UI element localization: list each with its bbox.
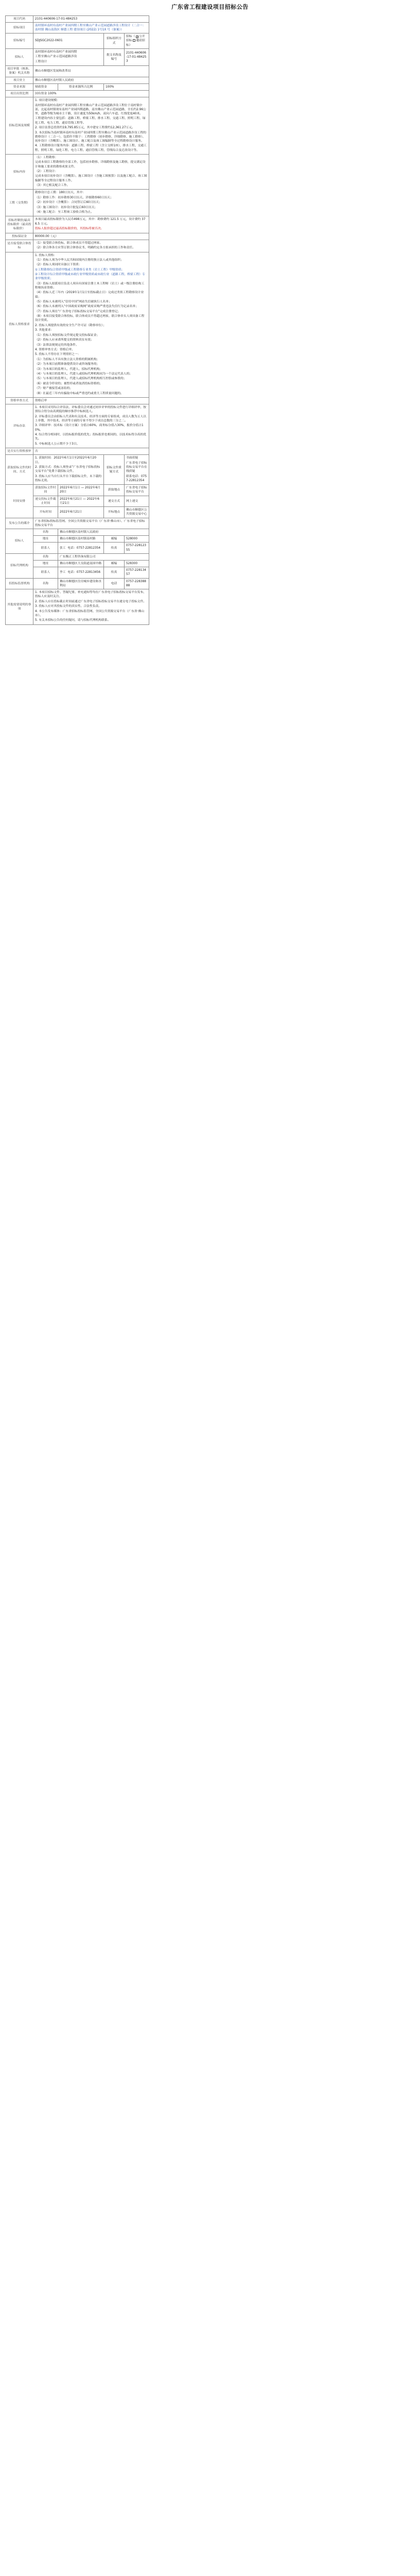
- qualification-line: （3）投标人拟派项目负责人须具有国家注册土木工程师（岩土）或一级注册结构工程师执业资格；: [35, 282, 145, 290]
- row-guarantee: [6, 233, 149, 240]
- prequal-value: 否: [33, 448, 149, 455]
- joint-label: 是否接受联合体投标: [6, 240, 33, 252]
- query-label: 招标文件质疑方式: [103, 455, 124, 485]
- qualification-line: ②工程设计综合资质甲级或市政行业甲级资质或市政行业（道路工程、桥梁工程）专业甲级资质；: [35, 273, 145, 281]
- price-label: 招标控制价/最高投标限价（最高投标限价）: [6, 216, 33, 233]
- tenderer-zip-label: 邮编: [103, 536, 124, 543]
- row-joint: [6, 240, 149, 252]
- row-project-org: [6, 48, 149, 65]
- other-label: 其他需要说明的事项: [6, 589, 33, 624]
- content-line: （2）工程设计：: [35, 170, 58, 174]
- project-name-value: 南村镇环南村有南村产业园四期工程至佛山产业示范园道路涉设工程设计（二合一：南村镇 佛山南海区 顺德工程 建设项目 (2022) 1号1X 号（备案））: [33, 22, 149, 33]
- other-line: 5. 有关本招标公告的任何疑问，请与招标代理机构联系。: [35, 619, 111, 622]
- row-get-docs: [6, 455, 149, 485]
- content-line: 完成本项目初步设计（含概算）、施工图设计（含施工图预算）以及施工配合、竣工图编制等全过程设计服务工作。: [35, 175, 147, 182]
- qualification-line: 5. 投标人不得存在下列情形之一：: [35, 353, 81, 357]
- qualification-line: （1）投标人须为中华人民共和国境内注册的独立法人或其他组织；: [35, 258, 124, 262]
- checkbox-invite: [133, 39, 135, 42]
- agent-fax-label: 传真: [103, 567, 124, 578]
- query-line: 广东省电子招标投标交易平台在线质疑: [126, 461, 147, 473]
- approval-no-value: 2101-440606-17-01-484253: [124, 48, 149, 65]
- qualification-line: （7）投标人须在“广东省电子招标投标交易平台”完成注册登记；: [35, 310, 121, 313]
- exam-value: 佛山市顺德区发展和改革局: [33, 66, 149, 77]
- row-supervisor: [6, 578, 149, 589]
- tender-code-label: 招标编号: [6, 33, 33, 49]
- schedule-label: 时间安排: [6, 485, 33, 518]
- checkbox-public: ✓: [136, 35, 139, 39]
- qualification-line: 2. 投标人须提供有效的安全生产许可证（勘察单位）；: [35, 324, 106, 327]
- row-project-name: [6, 22, 149, 33]
- agent-name-label: 名称: [33, 553, 58, 560]
- schedule-end: 2022年6月21日: [60, 497, 99, 505]
- evaluation-line: 1. 本项目采用综合评估法，评标委员会对通过初步评审的投标文件进行详细评审，按照综合得分由高到低的顺序推荐中标候选人。: [35, 406, 147, 414]
- row-tender-code: [6, 33, 149, 49]
- evaluation-line: 2. 评标委员会由招标人代表和有关技术、经济等方面的专家组成，成员人数为五人以上单数，其中技术、经济等方面的专家不得少于成员总数的三分之二。: [35, 415, 147, 423]
- project-org-line-1: 南村镇环南村有南村产业园四期: [35, 50, 77, 54]
- schedule-place: 佛山市顺德区公共资源交易中心: [124, 507, 149, 518]
- period-line: （4）施工配合：至工程竣工验收合格为止。: [35, 211, 94, 214]
- row-prequal: [6, 448, 149, 455]
- project-code-value: 2101-440606-17-01-484253: [33, 15, 149, 22]
- row-exam: [6, 66, 149, 77]
- row-owner: [6, 77, 149, 83]
- tenderer-contact: 张工: [60, 546, 66, 550]
- query-value: [124, 455, 149, 485]
- other-value: [33, 589, 149, 624]
- row-evaluation: [6, 404, 149, 448]
- tender-mode-public: 公开招标: [126, 35, 145, 43]
- content-label: 招标内容: [6, 154, 33, 189]
- row-media: [6, 518, 149, 529]
- qualification-line: （8）在最近三年内有骗取中标或严重违约或重大工程质量问题的。: [35, 392, 124, 395]
- schedule-name: 递交投标文件截止时间: [33, 496, 58, 506]
- tenderer-contact-value: 张工 电话：0757-22812354: [58, 543, 104, 553]
- owner-label: 项目业主: [6, 77, 33, 83]
- qualification-line: （5）投标人未被列入“信用中国”网站失信被执行人名单；: [35, 300, 112, 304]
- row-method: [6, 397, 149, 404]
- supervisor-tel-label: 电话: [103, 578, 124, 589]
- announcement-page: [0, 0, 420, 630]
- guarantee-value: 80000.00（元）: [33, 233, 149, 240]
- joint-line-2: （2）联合体各方应签订联合体协议书，明确约定各方拟承担的工作和责任。: [35, 246, 135, 250]
- method-label: 资格审查方式: [6, 397, 33, 404]
- row-period: [6, 190, 149, 216]
- qualification-line: （8）本项目接受联合体投标，联合体成员不得超过两家，联合体牵头人须具备工程设计资质。: [35, 315, 145, 323]
- tender-mode-prefix: 招标（: [126, 35, 135, 39]
- agent-fax: 0757-22813457: [124, 567, 149, 578]
- agent-name: 广东衡正工程咨询有限公司: [58, 553, 149, 560]
- project-name-label: 招标项目: [6, 22, 33, 33]
- project-org-line-3: 工程设计: [35, 60, 47, 63]
- schedule-start: 2022年6月1日: [60, 486, 80, 490]
- prequal-label: 是否实行资格预审: [6, 448, 33, 455]
- get-docs-line: 1. 获取时间：2022年6月1日至2022年6月20日。: [35, 456, 97, 464]
- period-line: （3）施工图设计：初步设计批复后60日历天；: [35, 206, 98, 209]
- project-org-line-2: 工程至佛山产业示范园道路涉设: [35, 55, 77, 59]
- project-org-label: 招标人: [6, 48, 33, 65]
- schedule-place-label: 开标地点: [103, 507, 124, 518]
- tender-mode-value: [124, 33, 149, 49]
- evaluation-value: [33, 404, 149, 448]
- funding-other-label: 项目出资比例: [6, 91, 33, 97]
- get-docs-line: 2. 获取方式：投标人须登录“广东省电子招标投标交易平台”免费下载招标文件。: [35, 465, 100, 473]
- schedule-end: 2022年6月20日: [60, 486, 101, 494]
- evaluation-line: 3. 详细评审：技术标（设计方案）分值占60%，商务标分值占30%，报价分值占10%。: [35, 424, 144, 432]
- owner-value: 佛山市顺德区南村镇人民政府: [33, 77, 149, 83]
- tenderer-name: 佛山市顺德区南村镇人民政府: [58, 529, 149, 535]
- qualification-value: [33, 252, 149, 397]
- other-line: 4. 本公告发布媒体：广东省招标投标监管网、全国公共资源交易平台（广东省·佛山市）。: [35, 609, 145, 617]
- scope-line: 工程建设内容主要包括：道路工程、桥梁工程、排水工程、交通工程、照明工程、绿化工程、电力工程、通信管线工程等。: [35, 117, 146, 125]
- funding-label: 资金来源: [6, 83, 33, 90]
- scope-line: 4. 工程勘察设计服务内容：道路工程、桥梁工程（含立交桥1座）、排水工程、交通工程、照明工程、绿化工程、电力工程、通信管线工程、管线综合及迁改设计等。: [35, 144, 147, 152]
- tenderer-label: 招标人: [6, 529, 33, 553]
- tenderer-addr: 佛山市顺德区南村镇南村路: [58, 536, 104, 543]
- evaluation-line: 5. 中标候选人公示期不少于3日。: [35, 442, 80, 446]
- agent-label: 招标代理机构: [6, 553, 33, 578]
- period-label: 工期（交货期）: [6, 190, 33, 216]
- schedule-time: 2022年6月1日 — 2022年6月20日: [58, 485, 104, 496]
- agent-addr: 佛山市顺德区大良街道南国中路: [58, 561, 104, 567]
- funding-ratio-label: 资金来源所占比例: [58, 83, 104, 90]
- qualification-line: （1）投标人须按招标文件规定提交投标保证金；: [35, 333, 100, 337]
- row-price: [6, 216, 149, 233]
- media-label: 发布公告的媒介: [6, 518, 33, 529]
- price-value: [33, 216, 149, 233]
- query-line: 书面质疑: [126, 456, 138, 460]
- schedule-time: 2022年6月21日: [58, 507, 104, 518]
- qualification-line: （6）投标人未被列入“中国政府采购网”政府采购严重违法失信行为记录名单；: [35, 305, 138, 309]
- tenderer-tel: 0757-22812354: [76, 546, 101, 550]
- scope-line: 2. 项目估算总投资约19,795.85万元，其中建安工程费约12,361.27万元。: [35, 126, 135, 130]
- row-qualification: [6, 252, 149, 397]
- row-scope: [6, 97, 149, 155]
- content-line: 完成本项目工程勘察的全部工作，包括初步勘察、详细勘察及施工勘察，提交满足设计和施工要求的勘察成果文件。: [35, 161, 146, 168]
- content-line: （1）工程勘察：: [35, 156, 58, 159]
- qualification-line: （2）为本项目前期准备提供设计或咨询服务的；: [35, 363, 100, 366]
- qualification-line: （7）财产被接管或冻结的；: [35, 387, 73, 391]
- content-value: [33, 154, 149, 189]
- supervisor-label: 招投标监督机构: [6, 578, 33, 589]
- get-docs-value: [33, 455, 104, 485]
- funding-ratio-value: 100%: [103, 83, 149, 90]
- qualification-line: （2）投标人须同时具备以下资质：: [35, 263, 82, 267]
- qualification-line: （5）与本项目的监理人、代建人或招标代理机构相互控股或参股的；: [35, 377, 127, 381]
- joint-line-1: （1）接受联合体投标，联合体成员不得超过两家。: [35, 241, 103, 245]
- price-line-2: 投标人报价超过最高投标限价的，其投标将被否决。: [35, 227, 104, 231]
- guarantee-label: 投标保证金: [6, 233, 33, 240]
- period-line: （1）勘察工作：初步勘察30日历天、详细勘察60日历天；: [35, 196, 113, 199]
- agent-zip: 528300: [124, 561, 149, 567]
- qualification-line: （2）投标人应承诺所提交的资料真实有效；: [35, 338, 94, 342]
- qualification-line: （3）法律法规规定的其他条件。: [35, 343, 79, 347]
- scope-label: 招标范围及规模: [6, 97, 33, 155]
- schedule-time: 2022年6月21日 — 2022年6月21日: [58, 496, 104, 506]
- other-line: 2. 投标人应在投标截止时间前通过广东省电子招标投标交易平台递交电子投标文件。: [35, 600, 147, 603]
- schedule-place-label: 获取地点: [103, 485, 124, 496]
- page-title: 广东省工程建设项目招标公告: [171, 4, 249, 10]
- qualification-line: ①工程勘察综合资质甲级或工程勘察专业类（岩土工程）甲级资质；: [35, 268, 125, 272]
- joint-value: [33, 240, 149, 252]
- tenderer-fax: 0757-22812355: [124, 543, 149, 553]
- agent-addr-label: 地址: [33, 561, 58, 567]
- qualification-line: 3. 其他要求：: [35, 329, 54, 332]
- row-other: [6, 589, 149, 624]
- qualification-line: （4）投标人近三年内（2019年1月1日至投标截止日）完成过类似工程勘察设计业绩；: [35, 291, 144, 299]
- get-docs-line: 3. 投标人应当自行从平台下载招标文件，未下载的投标无效。: [35, 474, 102, 482]
- announcement-table: [5, 15, 149, 625]
- row-content: [6, 154, 149, 189]
- qualification-label: 投标人资格要求: [6, 252, 33, 397]
- project-code-label: 项目代码: [6, 15, 33, 22]
- period-line: 勘察设计总工期：180日历天，其中：: [35, 191, 86, 195]
- tender-mode-label: 招标组织方式: [103, 33, 124, 49]
- funding-value: 财政资金: [33, 83, 58, 90]
- tenderer-zip: 528000: [124, 536, 149, 543]
- row-funding-other: [6, 91, 149, 97]
- agent-tel: 0757-22813456: [76, 571, 101, 574]
- schedule-name: 开标时间: [33, 507, 58, 518]
- qualification-line: 1. 投标人资格：: [35, 253, 57, 257]
- qualification-line: （3）为本项目的监理人、代建人、招标代理机构；: [35, 367, 103, 371]
- get-docs-label: 获取招标文件的时间、方式: [6, 455, 33, 485]
- query-line: 联系电话：0757-22812354: [126, 474, 147, 482]
- schedule-place: 广东省电子招标投标交易平台: [124, 485, 149, 496]
- tender-code-value: SDJSGC2022-0601: [33, 33, 104, 49]
- agent-tel-label: 电话: [67, 571, 74, 574]
- agent-contact-value: 李工 电话：0757-22813456: [58, 567, 104, 578]
- content-line: （3）其它相关配合工作。: [35, 184, 70, 188]
- scope-line: 南村镇环南村有南村产业园四期工程至佛山产业示范园道路涉设工程位于南村镇中部，北起南村镇现有南村产业园四期道路，南至佛山产业示范园道路，全长约2.96公里，道路等级为城市主干路，设计速度为50km/h，双向六车道，红线宽度40米。: [35, 104, 146, 116]
- tenderer-addr-label: 地址: [33, 536, 58, 543]
- row-project-code: [6, 15, 149, 22]
- scope-value: [33, 97, 149, 155]
- tenderer-name-label: 名称: [33, 529, 58, 535]
- schedule-place-label: 递交方式: [103, 496, 124, 506]
- other-line: 3. 投标人应对其投标文件的真实性、合法性负责。: [35, 605, 102, 608]
- scope-line: 1. 项目建设规模：: [35, 99, 60, 103]
- period-value: [33, 190, 149, 216]
- tenderer-tel-label: 电话: [67, 546, 74, 550]
- agent-zip-label: 邮编: [103, 561, 124, 567]
- media-value: 广东省招标投标监管网、全国公共资源交易平台（广东省·佛山市）、广东省电子招标投标交易平台: [33, 518, 149, 529]
- method-value: 资格后审: [33, 397, 149, 404]
- row-tenderer-name: [6, 529, 149, 535]
- agent-contact: 李工: [60, 571, 66, 574]
- schedule-place: 网上递交: [124, 496, 149, 506]
- tenderer-contact-label: 联系人: [33, 543, 58, 553]
- evaluation-line: 4. 综合得分相同时，以投标报价低的优先；投标报价也相同的，以技术标得分高的优先。: [35, 433, 147, 441]
- evaluation-label: 评标办法: [6, 404, 33, 448]
- supervisor-tel: 0757-22838888: [124, 578, 149, 589]
- supervisor-name: 佛山市顺德区住房城乡建设和水利局: [58, 578, 104, 589]
- qualification-line: 4. 资格审查方式：资格后审。: [35, 348, 75, 351]
- tender-mode-suffix: ）: [129, 43, 132, 47]
- row-agent-name: [6, 553, 149, 560]
- agent-contact-label: 联系人: [33, 567, 58, 578]
- project-org-value: [33, 48, 104, 65]
- funding-other-value: 国有资金 100%: [33, 91, 149, 97]
- period-line: （2）初步设计（含概算）：合同签订后60日历天；: [35, 201, 102, 205]
- other-line: 1. 本项目招标文件、答疑纪要、补充通知等均在广东省电子招标投标交易平台发布，投标人应及时关注。: [35, 591, 147, 599]
- row-funding: [6, 83, 149, 90]
- schedule-start: 2022年6月21日: [60, 497, 82, 501]
- qualification-line: （4）与本项目的监理人、代建人或招标代理机构同为一个法定代表人的；: [35, 372, 133, 376]
- qualification-line: （1）为招标人不具有独立法人资格的附属机构；: [35, 358, 100, 361]
- tender-mode-invite: 邀请招标: [126, 39, 145, 47]
- schedule-name: 获取招标文件时间: [33, 485, 58, 496]
- scope-line: 3. 本次招标为南村镇环南村有南村产业园四期工程至佛山产业示范园道路涉设工程的勘察设计（二合一），包括但不限于：工程勘察（初步勘察、详细勘察、施工勘察）、初步设计（含概算）、施工图设计、施工配合及竣工图编制等全过程勘察设计服务。: [35, 131, 147, 143]
- approval-no-label: 批文名称及编号: [103, 48, 124, 65]
- row-schedule-0: [6, 485, 149, 496]
- price-line-1: 本项目最高投标限价为人民币498万元，其中：勘察费约 121.5 万元，设计费约 376.5 万元。: [35, 218, 146, 226]
- tenderer-fax-label: 传真: [103, 543, 124, 553]
- qualification-line: （6）被责令停业的；被暂停或者取消投标资格的；: [35, 382, 103, 385]
- supervisor-name-label: 名称: [33, 578, 58, 589]
- exam-label: 项目审批（核准、备案）机关名称: [6, 66, 33, 77]
